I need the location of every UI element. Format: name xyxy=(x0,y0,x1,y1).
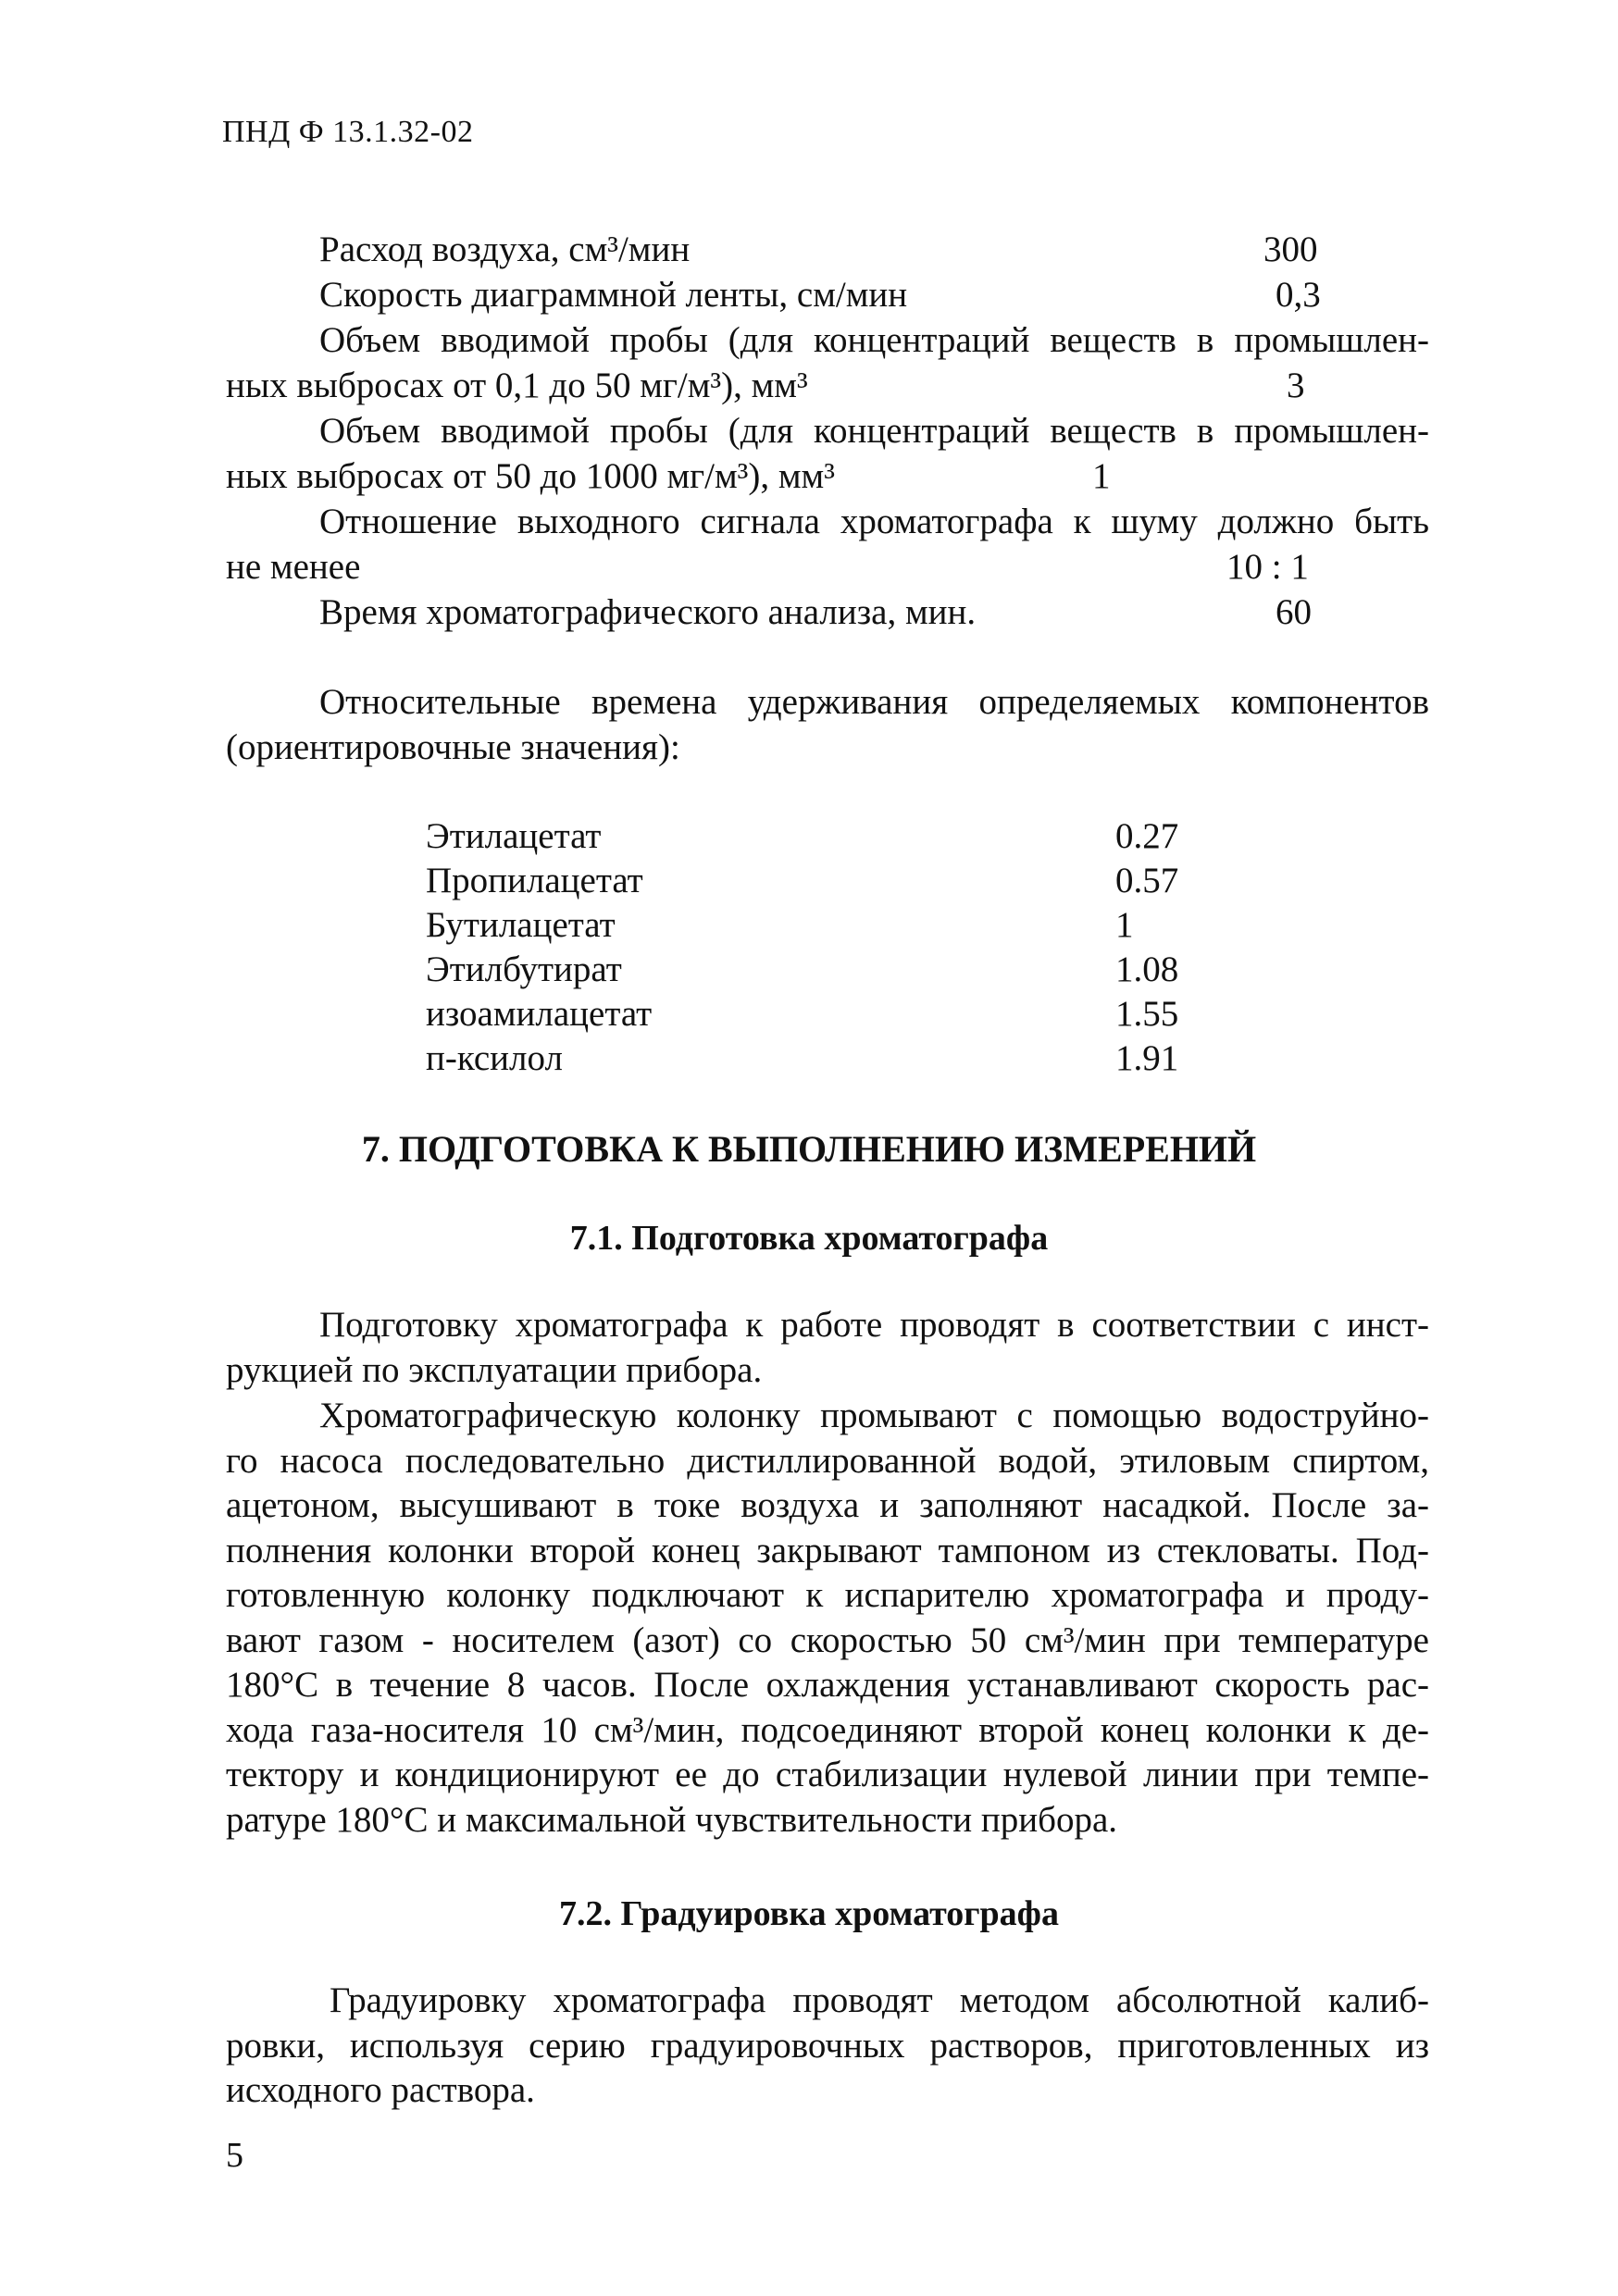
section-heading: 7. ПОДГОТОВКА К ВЫПОЛНЕНИЮ ИЗМЕРЕНИЙ xyxy=(361,1128,1257,1170)
param-value-sample-volume-low: 3 xyxy=(1287,366,1305,405)
component-name: Пропилацетат xyxy=(426,861,643,900)
param-label-air-flow: Расход воздуха, см³/мин xyxy=(319,230,691,269)
param-value-signal-noise: 10 : 1 xyxy=(1226,547,1309,587)
component-value: 0.27 xyxy=(1115,816,1179,856)
component-value: 1.55 xyxy=(1115,994,1179,1034)
param-value-sample-volume-high: 1 xyxy=(1092,456,1111,496)
param-label-sample-volume-low-line2: ных выбросах от 0,1 до 50 мг/м³), мм³ xyxy=(226,366,808,405)
component-name: изоамилацетат xyxy=(426,994,653,1034)
page-number: 5 xyxy=(226,2136,243,2175)
subsection-heading-7-2: 7.2. Градуировка хроматографа xyxy=(559,1894,1059,1933)
paragraph-line: хода газа-носителя 10 см³/мин, подсоединяют второй конец колонки к де- xyxy=(226,1709,1429,1750)
paragraph-line: 180°C в течение 8 часов. После охлаждения устанавливают скорость рас- xyxy=(226,1665,1429,1705)
paragraph-line: тектору и кондиционируют ее до стабилизации нулевой линии при темпе- xyxy=(226,1755,1429,1794)
document-id: ПНД Ф 13.1.32-02 xyxy=(222,115,474,149)
paragraph-line: ровки, используя серию градуировочных растворов, приготовленных из xyxy=(226,2025,1429,2066)
paragraph-line: исходного раствора. xyxy=(226,2070,535,2110)
param-label-sample-volume-high-line1: Объем вводимой пробы (для концентраций веществ в промышлен- xyxy=(319,411,1429,451)
param-label-sample-volume-high-line2: ных выбросах от 50 до 1000 мг/м³), мм³ xyxy=(226,456,835,496)
paragraph-line: полнения колонки второй конец закрывают тампоном из стекловаты. Под- xyxy=(226,1530,1429,1570)
param-label-signal-noise-line2: не менее xyxy=(226,547,361,587)
subsection-heading-7-1: 7.1. Подготовка хроматографа xyxy=(569,1219,1049,1258)
paragraph-7-1-a xyxy=(226,1303,1429,1393)
param-value-analysis-time: 60 xyxy=(1276,592,1312,632)
component-value: 1.08 xyxy=(1115,949,1179,989)
param-label-chart-speed: Скорость диаграммной ленты, см/мин xyxy=(319,275,908,315)
retention-intro-line2: (ориентировочные значения): xyxy=(226,727,680,767)
paragraph-line: ацетоном, высушивают в токе воздуха и заполняют насадкой. После за- xyxy=(226,1485,1429,1525)
paragraph-7-1-b xyxy=(226,1394,1429,1843)
component-value: 1.91 xyxy=(1115,1038,1179,1078)
param-label-signal-noise-line1: Отношение выходного сигнала хроматографа к шуму должно быть xyxy=(319,502,1429,541)
paragraph-line: вают газом - носителем (азот) со скоростью 50 см³/мин при температуре xyxy=(226,1620,1429,1660)
paragraph-line: Хроматографическую колонку промывают с помощью водоструйно- xyxy=(319,1396,1429,1435)
component-name: Этилацетат xyxy=(426,816,602,856)
param-label-analysis-time: Время хроматографического анализа, мин. xyxy=(319,592,977,632)
component-value: 0.57 xyxy=(1115,861,1179,900)
retention-intro-line1: Относительные времена удерживания определяемых компонентов xyxy=(319,682,1429,722)
paragraph-line: го насоса последовательно дистиллированной водой, этиловым спиртом, xyxy=(226,1440,1429,1481)
paragraph-line: рукцией по эксплуатации прибора. xyxy=(226,1349,763,1390)
paragraph-line: готовленную колонку подключают к испарителю хроматографа и проду- xyxy=(226,1575,1429,1615)
component-name: Бутилацетат xyxy=(426,905,616,945)
component-name: п-ксилол xyxy=(426,1038,563,1078)
param-value-air-flow: 300 xyxy=(1263,230,1318,269)
component-name: Этилбутират xyxy=(426,949,622,989)
paragraph-7-2 xyxy=(226,1979,1429,2114)
param-label-sample-volume-low-line1: Объем вводимой пробы (для концентраций веществ в промышлен- xyxy=(319,320,1429,360)
paragraph-line: ратуре 180°C и максимальной чувствительности прибора. xyxy=(226,1799,1118,1840)
component-value: 1 xyxy=(1115,905,1134,945)
param-value-chart-speed: 0,3 xyxy=(1276,275,1321,315)
paragraph-line: Градуировку хроматографа проводят методом абсолютной калиб- xyxy=(330,1980,1429,2020)
paragraph-line: Подготовку хроматографа к работе проводят в соответствии с инст- xyxy=(319,1305,1429,1345)
